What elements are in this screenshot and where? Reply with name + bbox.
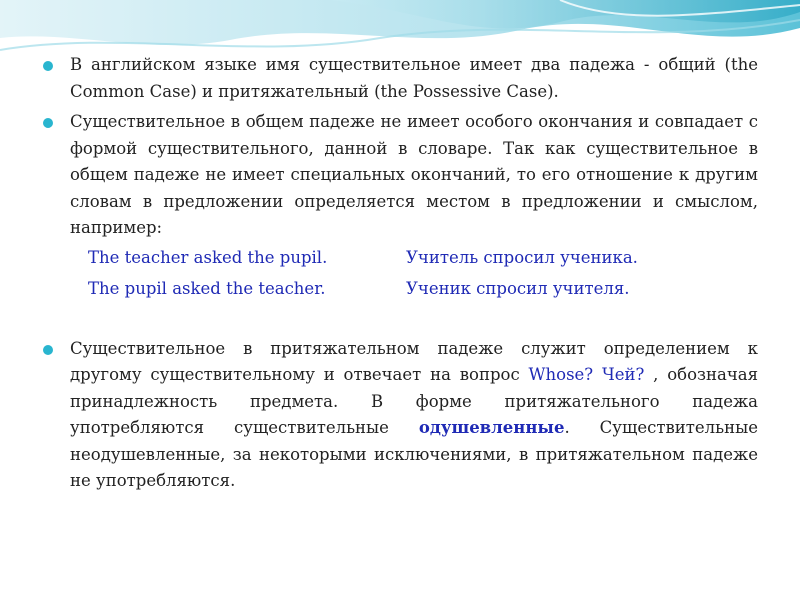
spacer: [40, 304, 758, 336]
paragraph-2-text: Существительное в общем падеже не имеет особого окончания и совпадает с формой существительного, данной в словаре. Так как существительное в общем падеже не имеет специальных окончаний, то его отношение к другим словам в предложении определяется местом в предложении и смыслом, например:: [70, 112, 758, 237]
paragraph-3-part2: , обозначая принадлежность предмета. В форме притяжательного падежа употребляются существительные: [70, 365, 758, 437]
paragraph-common-case: [40, 109, 758, 242]
example-russian: Ученик спросил учителя.: [406, 278, 630, 298]
example-russian: Учитель спросил ученика.: [406, 247, 638, 267]
example-english: The pupil asked the teacher.: [88, 278, 326, 298]
slide-content: [40, 52, 758, 495]
bullet-icon: [43, 61, 53, 71]
example-row: [40, 273, 758, 304]
whose-question: Whose? Чей?: [528, 365, 645, 384]
animate-highlight: одушевленные: [418, 418, 565, 437]
paragraph-3-part3: . Существительные неодушевленные, за некоторыми исключениями, в притяжательном падеже не употребляются.: [70, 418, 759, 490]
example-row: [40, 242, 758, 273]
bullet-icon: [43, 118, 53, 128]
paragraph-common-possessive: [40, 52, 758, 105]
paragraph-possessive-case: [40, 336, 758, 495]
paragraph-3-part1: Существительное в притяжательном падеже служит определением к другому существительному и отвечает на вопрос: [70, 338, 758, 384]
paragraph-1-text: В английском языке имя существительное имеет два падежа - общий (the Common Case) и притяжательный (the Possessive Case).: [70, 55, 758, 101]
example-english: The teacher asked the pupil.: [88, 247, 328, 267]
bullet-icon: [43, 345, 53, 355]
